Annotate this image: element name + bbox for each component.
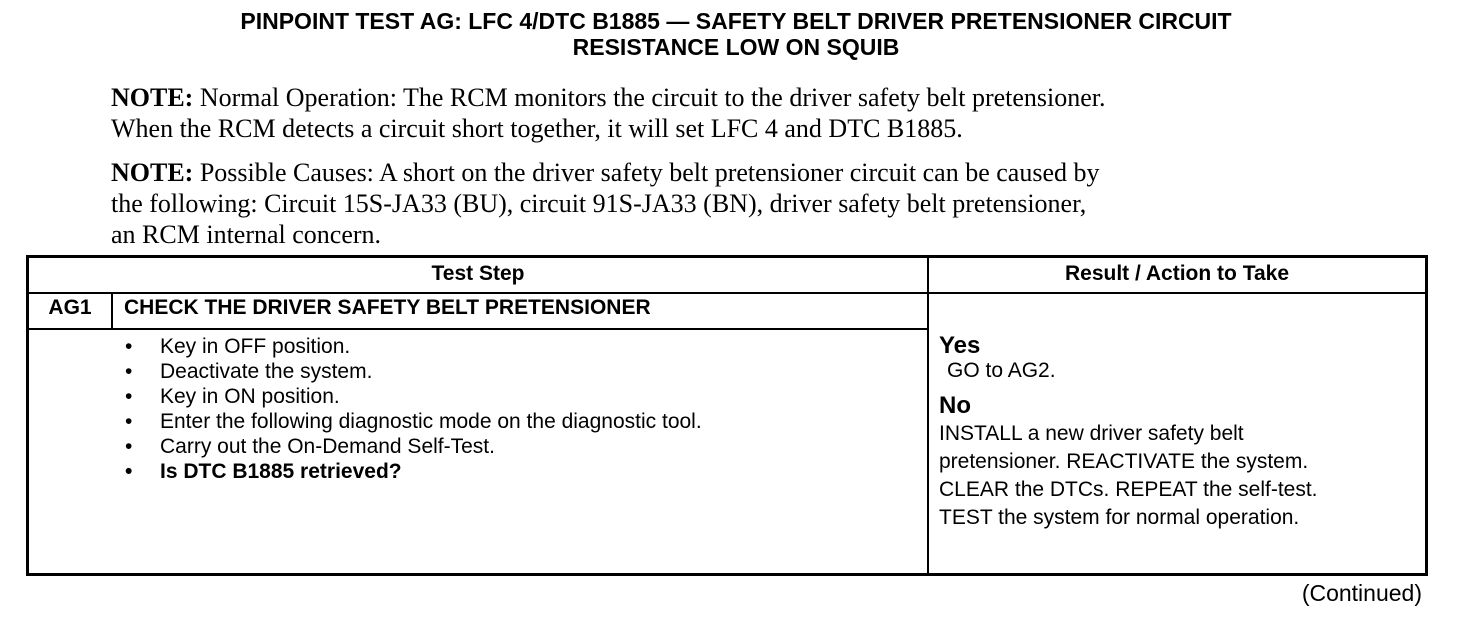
bullet-icon: • — [125, 360, 133, 383]
continued-label: (Continued) — [1301, 580, 1422, 606]
no-action-line: CLEAR the DTCs. REPEAT the self-test. — [939, 478, 1318, 501]
instruction-item — [122, 334, 702, 359]
title-line-2: RESISTANCE LOW ON SQUIB — [572, 34, 900, 60]
step-title: CHECK THE DRIVER SAFETY BELT PRETENSIONER — [124, 296, 651, 319]
step-id: AG1 — [48, 296, 92, 319]
result-actions — [939, 332, 1419, 532]
header-test-step: Test Step — [431, 262, 525, 285]
instruction-item — [122, 384, 702, 409]
step-instructions — [122, 334, 702, 484]
step-id-divider — [111, 293, 113, 329]
instruction-item — [122, 359, 702, 384]
instruction-item — [122, 434, 702, 459]
title-line-1: PINPOINT TEST AG: LFC 4/DTC B1885 — SAFETY BELT DRIVER PRETENSIONER CIRCUIT — [240, 8, 1232, 34]
note-line: an RCM internal concern. — [111, 220, 382, 249]
note-line: Possible Causes: A short on the driver safety belt pretensioner circuit can be caused by — [199, 158, 1100, 187]
instruction-text: Key in OFF position. — [160, 335, 351, 358]
column-divider — [927, 258, 929, 573]
instruction-text: Enter the following diagnostic mode on the diagnostic tool. — [160, 410, 702, 433]
no-action-line: pretensioner. REACTIVATE the system. — [939, 450, 1309, 473]
no-action-line: INSTALL a new driver safety belt — [939, 422, 1244, 445]
yes-action: GO to AG2. — [947, 359, 1056, 382]
bullet-icon: • — [125, 385, 133, 408]
step-title-divider — [29, 328, 927, 330]
instruction-text: Carry out the On-Demand Self-Test. — [160, 435, 495, 458]
instruction-text: Deactivate the system. — [160, 360, 373, 383]
note-label: NOTE: — [111, 158, 194, 187]
note-possible-causes — [111, 157, 1371, 250]
note-normal-operation — [111, 82, 1371, 144]
bullet-icon: • — [125, 410, 133, 433]
instruction-question — [122, 459, 702, 484]
note-line: the following: Circuit 15S-JA33 (BU), circuit 91S-JA33 (BN), driver safety belt pretensioner, — [111, 189, 1087, 218]
no-action-line: TEST the system for normal operation. — [939, 506, 1300, 529]
yes-label: Yes — [939, 332, 981, 359]
instruction-item — [122, 409, 702, 434]
note-line: When the RCM detects a circuit short together, it will set LFC 4 and DTC B1885. — [111, 114, 963, 143]
note-line: Normal Operation: The RCM monitors the circuit to the driver safety belt pretensioner. — [199, 83, 1106, 112]
header-divider — [29, 292, 1425, 294]
header-result-action: Result / Action to Take — [1064, 262, 1290, 285]
bullet-icon: • — [125, 435, 133, 458]
test-step-table — [26, 255, 1428, 576]
no-label: No — [939, 392, 971, 419]
bullet-icon: • — [125, 335, 133, 358]
pinpoint-test-title — [0, 8, 1472, 60]
note-label: NOTE: — [111, 83, 194, 112]
instruction-text: Is DTC B1885 retrieved? — [160, 460, 402, 483]
bullet-icon: • — [125, 460, 133, 483]
instruction-text: Key in ON position. — [160, 385, 340, 408]
